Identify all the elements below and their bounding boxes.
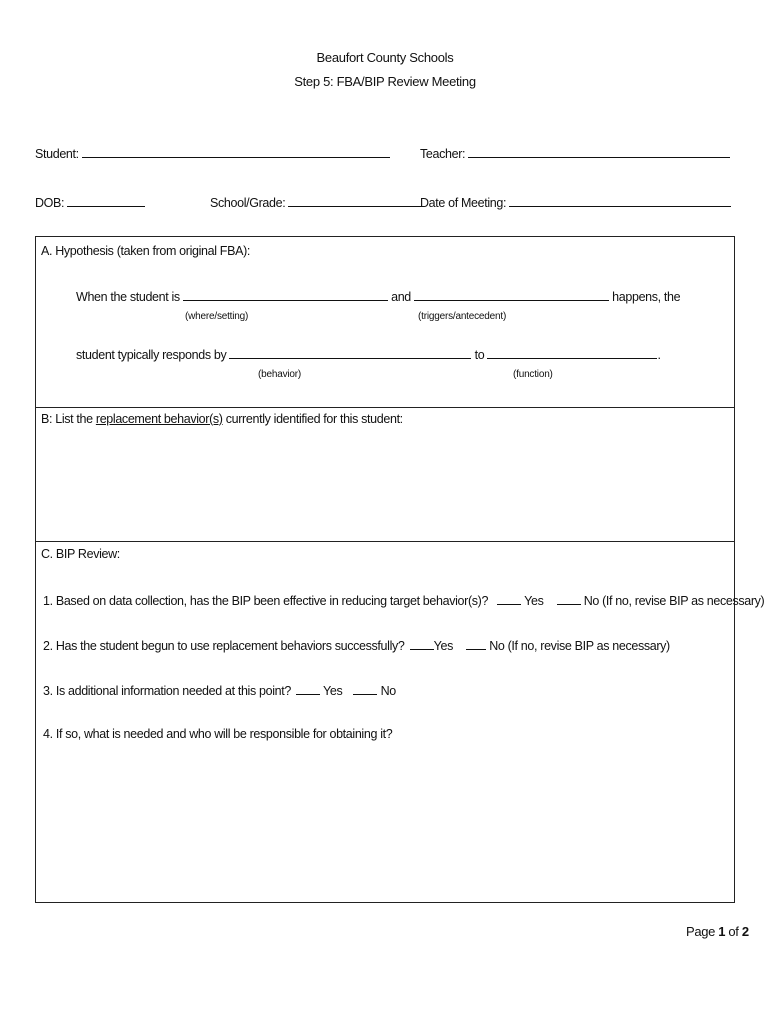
of-label: of (728, 924, 739, 939)
page-label: Page (686, 924, 715, 939)
hint-where-setting: (where/setting) (185, 311, 249, 322)
page-number (686, 924, 749, 939)
line1-suffix: happens, the (612, 290, 681, 304)
teacher-blank[interactable] (468, 146, 730, 158)
q2-yes-blank[interactable] (410, 638, 434, 650)
question-2-text: 2. Has the student begun to use replacement behaviors successfully? (43, 639, 405, 653)
section-a-box (35, 236, 735, 408)
q2-no-blank[interactable] (466, 638, 486, 650)
dob-field[interactable] (35, 195, 145, 210)
document-title: Step 5: FBA/BIP Review Meeting (294, 74, 476, 89)
hint-function: (function) (513, 369, 553, 380)
section-b-heading-underlined: replacement behavior(s) (95, 412, 223, 426)
behavior-blank[interactable] (229, 347, 471, 359)
q3-yes-label: Yes (323, 684, 343, 698)
line2-suffix: . (657, 348, 661, 362)
q1-no-blank[interactable] (557, 593, 581, 605)
hypothesis-line-1 (76, 289, 680, 304)
q1-yes-blank[interactable] (497, 593, 521, 605)
date-of-meeting-blank[interactable] (509, 195, 731, 207)
school-grade-label: School/Grade: (210, 196, 286, 210)
hint-behavior: (behavior) (258, 369, 302, 380)
date-of-meeting-label: Date of Meeting: (420, 196, 507, 210)
question-2 (43, 638, 670, 653)
dob-label: DOB: (35, 196, 65, 210)
line2-mid: to (474, 348, 485, 362)
line1-mid: and (391, 290, 411, 304)
where-setting-blank[interactable] (183, 289, 388, 301)
q1-no-label: No (If no, revise BIP as necessary) (583, 594, 765, 608)
triggers-antecedent-blank[interactable] (414, 289, 609, 301)
question-3 (43, 683, 396, 698)
page-total: 2 (741, 924, 749, 939)
line2-prefix: student typically responds by (76, 348, 227, 362)
hypothesis-line-2 (76, 347, 661, 362)
teacher-label: Teacher: (420, 147, 466, 161)
date-of-meeting-field[interactable] (420, 195, 731, 210)
school-grade-field[interactable] (210, 195, 424, 210)
function-blank[interactable] (487, 347, 657, 359)
q1-yes-label: Yes (524, 594, 544, 608)
question-4: 4. If so, what is needed and who will be responsible for obtaining it? (43, 727, 393, 741)
student-label: Student: (35, 147, 79, 161)
document-org: Beaufort County Schools (316, 50, 454, 65)
hint-triggers-antecedent: (triggers/antecedent) (418, 311, 507, 322)
section-b-heading-suffix: currently identified for this student: (225, 412, 403, 426)
section-b-box[interactable] (35, 407, 735, 542)
question-1-text: 1. Based on data collection, has the BIP been effective in reducing target behavior(s)? (43, 594, 489, 608)
q2-no-label: No (If no, revise BIP as necessary) (489, 639, 670, 653)
section-a-heading: A. Hypothesis (taken from original FBA): (41, 244, 250, 258)
student-field[interactable] (35, 146, 390, 161)
q3-no-blank[interactable] (353, 683, 377, 695)
question-1 (43, 593, 764, 608)
student-blank[interactable] (82, 146, 390, 158)
section-c-heading: C. BIP Review: (41, 547, 120, 561)
line1-prefix: When the student is (76, 290, 180, 304)
q2-yes-label: Yes (433, 639, 453, 653)
q3-yes-blank[interactable] (296, 683, 320, 695)
dob-blank[interactable] (67, 195, 145, 207)
school-grade-blank[interactable] (288, 195, 424, 207)
page-current: 1 (718, 924, 726, 939)
teacher-field[interactable] (420, 146, 730, 161)
q3-no-label: No (380, 684, 396, 698)
question-3-text: 3. Is additional information needed at this point? (43, 684, 291, 698)
section-b-heading (41, 412, 403, 426)
section-b-heading-prefix: B: List the (41, 412, 93, 426)
